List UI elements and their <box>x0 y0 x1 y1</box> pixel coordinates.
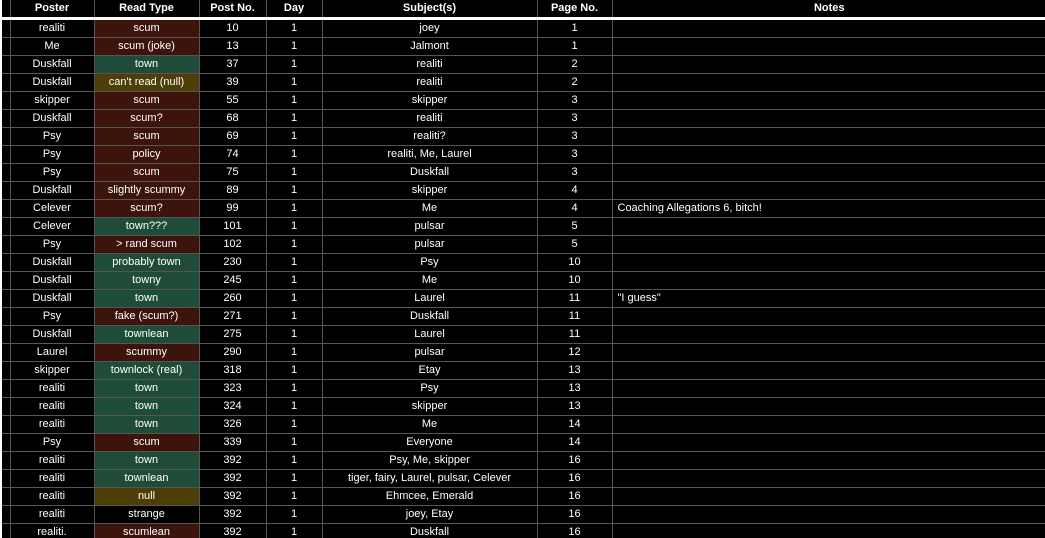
cell-poster[interactable]: realiti <box>10 19 94 38</box>
cell-notes[interactable] <box>612 416 1045 434</box>
cell-post-no[interactable]: 392 <box>199 470 266 488</box>
cell-notes[interactable] <box>612 74 1045 92</box>
cell-day[interactable]: 1 <box>266 416 322 434</box>
cell-subjects[interactable]: realiti <box>322 56 537 74</box>
cell-notes[interactable] <box>612 452 1045 470</box>
cell-post-no[interactable]: 99 <box>199 200 266 218</box>
cell-page-no[interactable]: 13 <box>537 362 612 380</box>
cell-day[interactable]: 1 <box>266 236 322 254</box>
table-row <box>2 308 1045 326</box>
cell-notes[interactable] <box>612 19 1045 38</box>
cell-read-type[interactable]: town??? <box>94 218 199 236</box>
cell-notes[interactable] <box>612 254 1045 272</box>
cell-post-no[interactable]: 68 <box>199 110 266 128</box>
cell-page-no[interactable]: 3 <box>537 164 612 182</box>
table-row <box>2 164 1045 182</box>
cell-post-no[interactable]: 339 <box>199 434 266 452</box>
reads-table <box>2 0 1045 538</box>
cell-notes[interactable] <box>612 38 1045 56</box>
table-row <box>2 416 1045 434</box>
cell-subjects[interactable]: Etay <box>322 362 537 380</box>
gutter-cell <box>2 56 10 74</box>
cell-post-no[interactable]: 290 <box>199 344 266 362</box>
gutter-cell <box>2 182 10 200</box>
cell-poster[interactable]: Celever <box>10 200 94 218</box>
cell-poster[interactable]: Duskfall <box>10 182 94 200</box>
cell-post-no[interactable]: 326 <box>199 416 266 434</box>
cell-day[interactable]: 1 <box>266 362 322 380</box>
cell-page-no[interactable]: 16 <box>537 470 612 488</box>
cell-notes[interactable] <box>612 146 1045 164</box>
cell-post-no[interactable]: 245 <box>199 272 266 290</box>
cell-subjects[interactable]: realiti, Me, Laurel <box>322 146 537 164</box>
gutter-cell <box>2 218 10 236</box>
cell-notes[interactable] <box>612 110 1045 128</box>
cell-subjects[interactable]: Everyone <box>322 434 537 452</box>
cell-subjects[interactable]: pulsar <box>322 344 537 362</box>
cell-poster[interactable]: realiti <box>10 416 94 434</box>
column-header-page-no[interactable]: Page No. <box>537 0 612 19</box>
cell-page-no[interactable]: 11 <box>537 290 612 308</box>
cell-day[interactable]: 1 <box>266 218 322 236</box>
cell-read-type[interactable]: scum <box>94 434 199 452</box>
cell-subjects[interactable]: Duskfall <box>322 308 537 326</box>
cell-day[interactable]: 1 <box>266 326 322 344</box>
table-row <box>2 128 1045 146</box>
cell-subjects[interactable]: realiti <box>322 110 537 128</box>
cell-day[interactable]: 1 <box>266 74 322 92</box>
cell-subjects[interactable]: Laurel <box>322 290 537 308</box>
cell-poster[interactable]: Psy <box>10 434 94 452</box>
cell-read-type[interactable]: policy <box>94 146 199 164</box>
table-row <box>2 236 1045 254</box>
cell-page-no[interactable]: 16 <box>537 452 612 470</box>
cell-read-type[interactable]: scum? <box>94 110 199 128</box>
cell-post-no[interactable]: 55 <box>199 92 266 110</box>
table-row <box>2 182 1045 200</box>
cell-page-no[interactable]: 4 <box>537 200 612 218</box>
cell-day[interactable]: 1 <box>266 470 322 488</box>
header-row <box>2 0 1045 19</box>
table-row <box>2 398 1045 416</box>
cell-post-no[interactable]: 271 <box>199 308 266 326</box>
cell-notes[interactable] <box>612 506 1045 524</box>
cell-poster[interactable]: Duskfall <box>10 254 94 272</box>
gutter-cell <box>2 488 10 506</box>
gutter-cell <box>2 398 10 416</box>
table-row <box>2 488 1045 506</box>
cell-subjects[interactable]: Psy <box>322 380 537 398</box>
cell-post-no[interactable]: 392 <box>199 452 266 470</box>
gutter-cell <box>2 200 10 218</box>
cell-day[interactable]: 1 <box>266 146 322 164</box>
cell-page-no[interactable]: 14 <box>537 434 612 452</box>
cell-poster[interactable]: Duskfall <box>10 326 94 344</box>
table-row <box>2 38 1045 56</box>
cell-read-type[interactable]: towny <box>94 272 199 290</box>
cell-notes[interactable] <box>612 470 1045 488</box>
table-row <box>2 74 1045 92</box>
cell-subjects[interactable]: skipper <box>322 398 537 416</box>
cell-page-no[interactable]: 2 <box>537 56 612 74</box>
table-row <box>2 524 1045 538</box>
cell-read-type[interactable]: town <box>94 416 199 434</box>
cell-notes[interactable] <box>612 362 1045 380</box>
table-row <box>2 92 1045 110</box>
cell-day[interactable]: 1 <box>266 128 322 146</box>
cell-day[interactable]: 1 <box>266 506 322 524</box>
cell-notes[interactable] <box>612 326 1045 344</box>
cell-page-no[interactable]: 11 <box>537 308 612 326</box>
gutter-cell <box>2 74 10 92</box>
cell-read-type[interactable]: null <box>94 488 199 506</box>
cell-page-no[interactable]: 12 <box>537 344 612 362</box>
cell-notes[interactable]: Coaching Allegations 6, bitch! <box>612 200 1045 218</box>
gutter-cell <box>2 362 10 380</box>
cell-poster[interactable]: realiti <box>10 452 94 470</box>
gutter-cell <box>2 452 10 470</box>
cell-post-no[interactable]: 37 <box>199 56 266 74</box>
cell-page-no[interactable]: 4 <box>537 182 612 200</box>
cell-post-no[interactable]: 10 <box>199 19 266 38</box>
cell-day[interactable]: 1 <box>266 344 322 362</box>
gutter-cell <box>2 524 10 538</box>
cell-day[interactable]: 1 <box>266 290 322 308</box>
cell-read-type[interactable]: town <box>94 56 199 74</box>
cell-notes[interactable] <box>612 182 1045 200</box>
gutter-cell <box>2 434 10 452</box>
gutter-cell <box>2 470 10 488</box>
gutter-cell <box>2 164 10 182</box>
table-row <box>2 254 1045 272</box>
cell-poster[interactable]: Psy <box>10 164 94 182</box>
gutter-cell <box>2 506 10 524</box>
cell-post-no[interactable]: 13 <box>199 38 266 56</box>
cell-poster[interactable]: realiti <box>10 470 94 488</box>
table-row <box>2 218 1045 236</box>
cell-post-no[interactable]: 74 <box>199 146 266 164</box>
cell-notes[interactable] <box>612 398 1045 416</box>
gutter-cell <box>2 38 10 56</box>
cell-page-no[interactable]: 13 <box>537 380 612 398</box>
cell-day[interactable]: 1 <box>266 200 322 218</box>
table-row <box>2 506 1045 524</box>
cell-poster[interactable]: Psy <box>10 146 94 164</box>
gutter-cell <box>2 272 10 290</box>
cell-page-no[interactable]: 11 <box>537 326 612 344</box>
cell-notes[interactable] <box>612 56 1045 74</box>
gutter-cell <box>2 416 10 434</box>
cell-read-type[interactable]: scum <box>94 19 199 38</box>
cell-page-no[interactable]: 3 <box>537 110 612 128</box>
cell-poster[interactable]: realiti <box>10 398 94 416</box>
cell-page-no[interactable]: 16 <box>537 524 612 538</box>
cell-day[interactable]: 1 <box>266 92 322 110</box>
cell-poster[interactable]: realiti <box>10 488 94 506</box>
cell-read-type[interactable]: town <box>94 290 199 308</box>
cell-post-no[interactable]: 69 <box>199 128 266 146</box>
table-row <box>2 362 1045 380</box>
cell-read-type[interactable]: townlock (real) <box>94 362 199 380</box>
cell-poster[interactable]: realiti <box>10 380 94 398</box>
cell-subjects[interactable]: Me <box>322 272 537 290</box>
cell-subjects[interactable]: Ehmcee, Emerald <box>322 488 537 506</box>
table-row <box>2 380 1045 398</box>
cell-subjects[interactable]: skipper <box>322 92 537 110</box>
gutter-cell <box>2 344 10 362</box>
gutter-cell <box>2 290 10 308</box>
cell-read-type[interactable]: townlean <box>94 470 199 488</box>
cell-post-no[interactable]: 275 <box>199 326 266 344</box>
cell-post-no[interactable]: 230 <box>199 254 266 272</box>
cell-read-type[interactable]: strange <box>94 506 199 524</box>
cell-page-no[interactable]: 10 <box>537 254 612 272</box>
cell-read-type[interactable]: slightly scummy <box>94 182 199 200</box>
gutter-cell <box>2 92 10 110</box>
cell-read-type[interactable]: scum? <box>94 200 199 218</box>
column-header-read-type[interactable]: Read Type <box>94 0 199 19</box>
cell-poster[interactable]: skipper <box>10 92 94 110</box>
cell-subjects[interactable]: joey, Etay <box>322 506 537 524</box>
column-header-day[interactable]: Day <box>266 0 322 19</box>
column-header-poster[interactable]: Poster <box>10 0 94 19</box>
cell-notes[interactable] <box>612 272 1045 290</box>
cell-notes[interactable] <box>612 434 1045 452</box>
cell-subjects[interactable]: Duskfall <box>322 524 537 538</box>
cell-subjects[interactable]: realiti? <box>322 128 537 146</box>
cell-notes[interactable]: "I guess" <box>612 290 1045 308</box>
cell-subjects[interactable]: Laurel <box>322 326 537 344</box>
cell-poster[interactable]: Duskfall <box>10 110 94 128</box>
cell-post-no[interactable]: 324 <box>199 398 266 416</box>
cell-read-type[interactable]: town <box>94 380 199 398</box>
cell-notes[interactable] <box>612 92 1045 110</box>
cell-subjects[interactable]: tiger, fairy, Laurel, pulsar, Celever <box>322 470 537 488</box>
column-header-post-no[interactable]: Post No. <box>199 0 266 19</box>
cell-read-type[interactable]: scum <box>94 92 199 110</box>
cell-page-no[interactable]: 5 <box>537 236 612 254</box>
gutter-cell <box>2 326 10 344</box>
cell-post-no[interactable]: 102 <box>199 236 266 254</box>
cell-page-no[interactable]: 1 <box>537 19 612 38</box>
cell-page-no[interactable]: 16 <box>537 488 612 506</box>
cell-read-type[interactable]: > rand scum <box>94 236 199 254</box>
cell-day[interactable]: 1 <box>266 488 322 506</box>
cell-subjects[interactable]: skipper <box>322 182 537 200</box>
column-header-subjects[interactable]: Subject(s) <box>322 0 537 19</box>
table-row <box>2 110 1045 128</box>
gutter-cell <box>2 110 10 128</box>
cell-post-no[interactable]: 318 <box>199 362 266 380</box>
cell-poster[interactable]: Duskfall <box>10 56 94 74</box>
cell-day[interactable]: 1 <box>266 380 322 398</box>
gutter-header-cell <box>2 0 10 19</box>
cell-subjects[interactable]: Me <box>322 416 537 434</box>
cell-day[interactable]: 1 <box>266 308 322 326</box>
cell-notes[interactable] <box>612 128 1045 146</box>
cell-read-type[interactable]: townlean <box>94 326 199 344</box>
cell-poster[interactable]: Duskfall <box>10 272 94 290</box>
cell-day[interactable]: 1 <box>266 164 322 182</box>
cell-notes[interactable] <box>612 344 1045 362</box>
cell-page-no[interactable]: 2 <box>537 74 612 92</box>
table-body <box>2 19 1045 538</box>
cell-poster[interactable]: Psy <box>10 236 94 254</box>
cell-read-type[interactable]: scummy <box>94 344 199 362</box>
cell-read-type[interactable]: probably town <box>94 254 199 272</box>
cell-poster[interactable]: Laurel <box>10 344 94 362</box>
table-row <box>2 56 1045 74</box>
cell-page-no[interactable]: 3 <box>537 146 612 164</box>
cell-post-no[interactable]: 260 <box>199 290 266 308</box>
cell-page-no[interactable]: 10 <box>537 272 612 290</box>
cell-notes[interactable] <box>612 488 1045 506</box>
cell-read-type[interactable]: fake (scum?) <box>94 308 199 326</box>
cell-day[interactable]: 1 <box>266 182 322 200</box>
gutter-cell <box>2 308 10 326</box>
cell-post-no[interactable]: 392 <box>199 524 266 538</box>
table-row <box>2 326 1045 344</box>
cell-post-no[interactable]: 323 <box>199 380 266 398</box>
cell-poster[interactable]: Duskfall <box>10 290 94 308</box>
cell-subjects[interactable]: Jalmont <box>322 38 537 56</box>
cell-subjects[interactable]: Psy, Me, skipper <box>322 452 537 470</box>
cell-notes[interactable] <box>612 524 1045 538</box>
cell-page-no[interactable]: 14 <box>537 416 612 434</box>
cell-poster[interactable]: Duskfall <box>10 74 94 92</box>
cell-post-no[interactable]: 89 <box>199 182 266 200</box>
cell-post-no[interactable]: 392 <box>199 488 266 506</box>
cell-poster[interactable]: realiti <box>10 506 94 524</box>
table-row <box>2 272 1045 290</box>
cell-subjects[interactable]: realiti <box>322 74 537 92</box>
gutter-cell <box>2 254 10 272</box>
gutter-cell <box>2 236 10 254</box>
cell-page-no[interactable]: 16 <box>537 506 612 524</box>
cell-page-no[interactable]: 3 <box>537 128 612 146</box>
cell-day[interactable]: 1 <box>266 19 322 38</box>
table-row <box>2 470 1045 488</box>
cell-page-no[interactable]: 1 <box>537 38 612 56</box>
cell-subjects[interactable]: Me <box>322 200 537 218</box>
cell-day[interactable]: 1 <box>266 524 322 538</box>
cell-notes[interactable] <box>612 236 1045 254</box>
table-row <box>2 434 1045 452</box>
table-row <box>2 290 1045 308</box>
cell-post-no[interactable]: 75 <box>199 164 266 182</box>
cell-poster[interactable]: skipper <box>10 362 94 380</box>
table-row <box>2 200 1045 218</box>
gutter-cell <box>2 128 10 146</box>
cell-notes[interactable] <box>612 164 1045 182</box>
cell-day[interactable]: 1 <box>266 56 322 74</box>
cell-read-type[interactable]: scum (joke) <box>94 38 199 56</box>
cell-poster[interactable]: Celever <box>10 218 94 236</box>
gutter-cell <box>2 19 10 38</box>
cell-subjects[interactable]: pulsar <box>322 218 537 236</box>
cell-poster[interactable]: Psy <box>10 128 94 146</box>
cell-post-no[interactable]: 39 <box>199 74 266 92</box>
cell-notes[interactable] <box>612 308 1045 326</box>
table-row <box>2 452 1045 470</box>
cell-page-no[interactable]: 5 <box>537 218 612 236</box>
table-row <box>2 19 1045 38</box>
cell-poster[interactable]: realiti. <box>10 524 94 538</box>
cell-page-no[interactable]: 13 <box>537 398 612 416</box>
cell-read-type[interactable]: scum <box>94 164 199 182</box>
cell-day[interactable]: 1 <box>266 110 322 128</box>
cell-poster[interactable]: Psy <box>10 308 94 326</box>
cell-day[interactable]: 1 <box>266 434 322 452</box>
cell-read-type[interactable]: scum <box>94 128 199 146</box>
table-row <box>2 344 1045 362</box>
cell-read-type[interactable]: town <box>94 398 199 416</box>
column-header-notes[interactable]: Notes <box>612 0 1045 19</box>
cell-notes[interactable] <box>612 380 1045 398</box>
cell-subjects[interactable]: joey <box>322 19 537 38</box>
cell-day[interactable]: 1 <box>266 398 322 416</box>
cell-day[interactable]: 1 <box>266 254 322 272</box>
cell-page-no[interactable]: 3 <box>537 92 612 110</box>
cell-day[interactable]: 1 <box>266 38 322 56</box>
cell-subjects[interactable]: pulsar <box>322 236 537 254</box>
cell-notes[interactable] <box>612 218 1045 236</box>
gutter-cell <box>2 146 10 164</box>
cell-poster[interactable]: Me <box>10 38 94 56</box>
cell-day[interactable]: 1 <box>266 272 322 290</box>
gutter-cell <box>2 380 10 398</box>
cell-day[interactable]: 1 <box>266 452 322 470</box>
cell-subjects[interactable]: Psy <box>322 254 537 272</box>
cell-post-no[interactable]: 392 <box>199 506 266 524</box>
cell-post-no[interactable]: 101 <box>199 218 266 236</box>
table-row <box>2 146 1045 164</box>
cell-read-type[interactable]: scumlean <box>94 524 199 538</box>
cell-read-type[interactable]: town <box>94 452 199 470</box>
cell-subjects[interactable]: Duskfall <box>322 164 537 182</box>
cell-read-type[interactable]: can't read (null) <box>94 74 199 92</box>
